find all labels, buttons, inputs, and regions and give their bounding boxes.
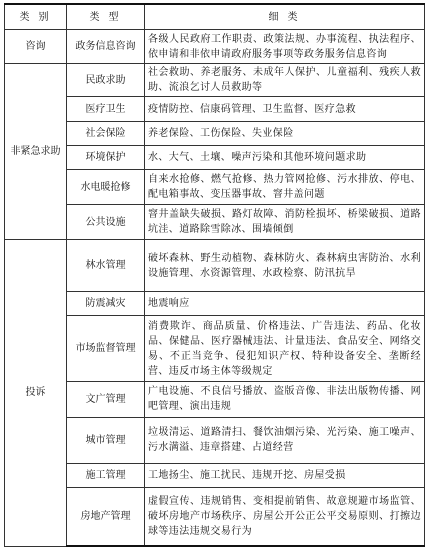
table-row <box>5 417 425 463</box>
type-cell: 民政求助 <box>67 64 145 97</box>
detail-cell: 窨井盖缺失破损、路灯故障、消防栓损坏、桥梁破损、道路坑洼、道路除雪除冰、围墙倾倒 <box>145 205 425 240</box>
detail-cell: 垃圾清运、道路清扫、餐饮油烟污染、光污染、施工噪声、污水满溢、违章搭建、占道经营 <box>145 417 425 463</box>
detail-cell: 水、大气、土壤、噪声污染和其他环境问题求助 <box>145 145 425 169</box>
detail-cell: 虚假宣传、违规销售、变相提前销售、故意规避市场监管、破坏房地产市场秩序、房屋公开公正公平交易原则、打擦边球等违法违规交易行为 <box>145 488 425 546</box>
detail-cell: 各级人民政府工作职责、政策法规、办事流程、执法程序、依申请和非依申请政府服务事项等政务服务信息咨询 <box>145 30 425 64</box>
detail-cell: 地震响应 <box>145 291 425 315</box>
type-cell: 防震减灾 <box>67 291 145 315</box>
type-cell: 城市管理 <box>67 417 145 463</box>
table-row <box>5 205 425 240</box>
category-cell: 咨询 <box>5 30 67 64</box>
type-cell: 政务信息咨询 <box>67 30 145 64</box>
type-cell: 市场监督管理 <box>67 315 145 381</box>
header-type: 类型 <box>67 4 145 30</box>
category-cell: 投诉 <box>5 240 67 546</box>
type-cell: 房地产管理 <box>67 488 145 546</box>
header-row <box>5 4 425 30</box>
table-row <box>5 382 425 417</box>
detail-cell: 广电设施、不良信号播放、盗版音像、非法出版物传播、网吧管理、演出违规 <box>145 382 425 417</box>
table-row <box>5 240 425 291</box>
type-cell: 医疗卫生 <box>67 97 145 121</box>
table-row <box>5 291 425 315</box>
table-row <box>5 121 425 145</box>
table-row <box>5 315 425 381</box>
type-cell: 施工管理 <box>67 463 145 487</box>
type-cell: 环境保护 <box>67 145 145 169</box>
table-row <box>5 488 425 546</box>
detail-cell: 工地扬尘、施工扰民、违规开挖、房屋受损 <box>145 463 425 487</box>
type-cell: 林水管理 <box>67 240 145 291</box>
detail-cell: 养老保险、工伤保险、失业保险 <box>145 121 425 145</box>
detail-cell: 疫情防控、信康码管理、卫生监督、医疗急救 <box>145 97 425 121</box>
table-row <box>5 463 425 487</box>
detail-cell: 破坏森林、野生动植物、森林防火、森林病虫害防治、水利设施管理、水资源管理、水政检察、防汛抗旱 <box>145 240 425 291</box>
table-row <box>5 97 425 121</box>
header-detail: 细类 <box>145 4 425 30</box>
type-cell: 文广管理 <box>67 382 145 417</box>
type-cell: 公共设施 <box>67 205 145 240</box>
table-row <box>5 145 425 169</box>
table-row <box>5 64 425 97</box>
header-category: 类别 <box>5 4 67 30</box>
category-cell: 非紧急求助 <box>5 64 67 240</box>
type-cell: 社会保险 <box>67 121 145 145</box>
classification-table <box>4 3 425 547</box>
table-row <box>5 169 425 204</box>
detail-cell: 自来水抢修、燃气抢修、热力管网抢修、污水排放、停电、配电箱事故、变压器事故、窨井盖问题 <box>145 169 425 204</box>
table-row <box>5 30 425 64</box>
detail-cell: 消费欺诈、商品质量、价格违法、广告违法、药品、化妆品、保健品、医疗器械违法、计量违法、食品安全、网络交易、不正当竞争、侵犯知识产权、特种设备安全、垄断经营、违反市场主体等级规定 <box>145 315 425 381</box>
detail-cell: 社会救助、养老服务、未成年人保护、儿童福利、残疾人救助、流浪乞讨人员救助等 <box>145 64 425 97</box>
type-cell: 水电暖抢修 <box>67 169 145 204</box>
